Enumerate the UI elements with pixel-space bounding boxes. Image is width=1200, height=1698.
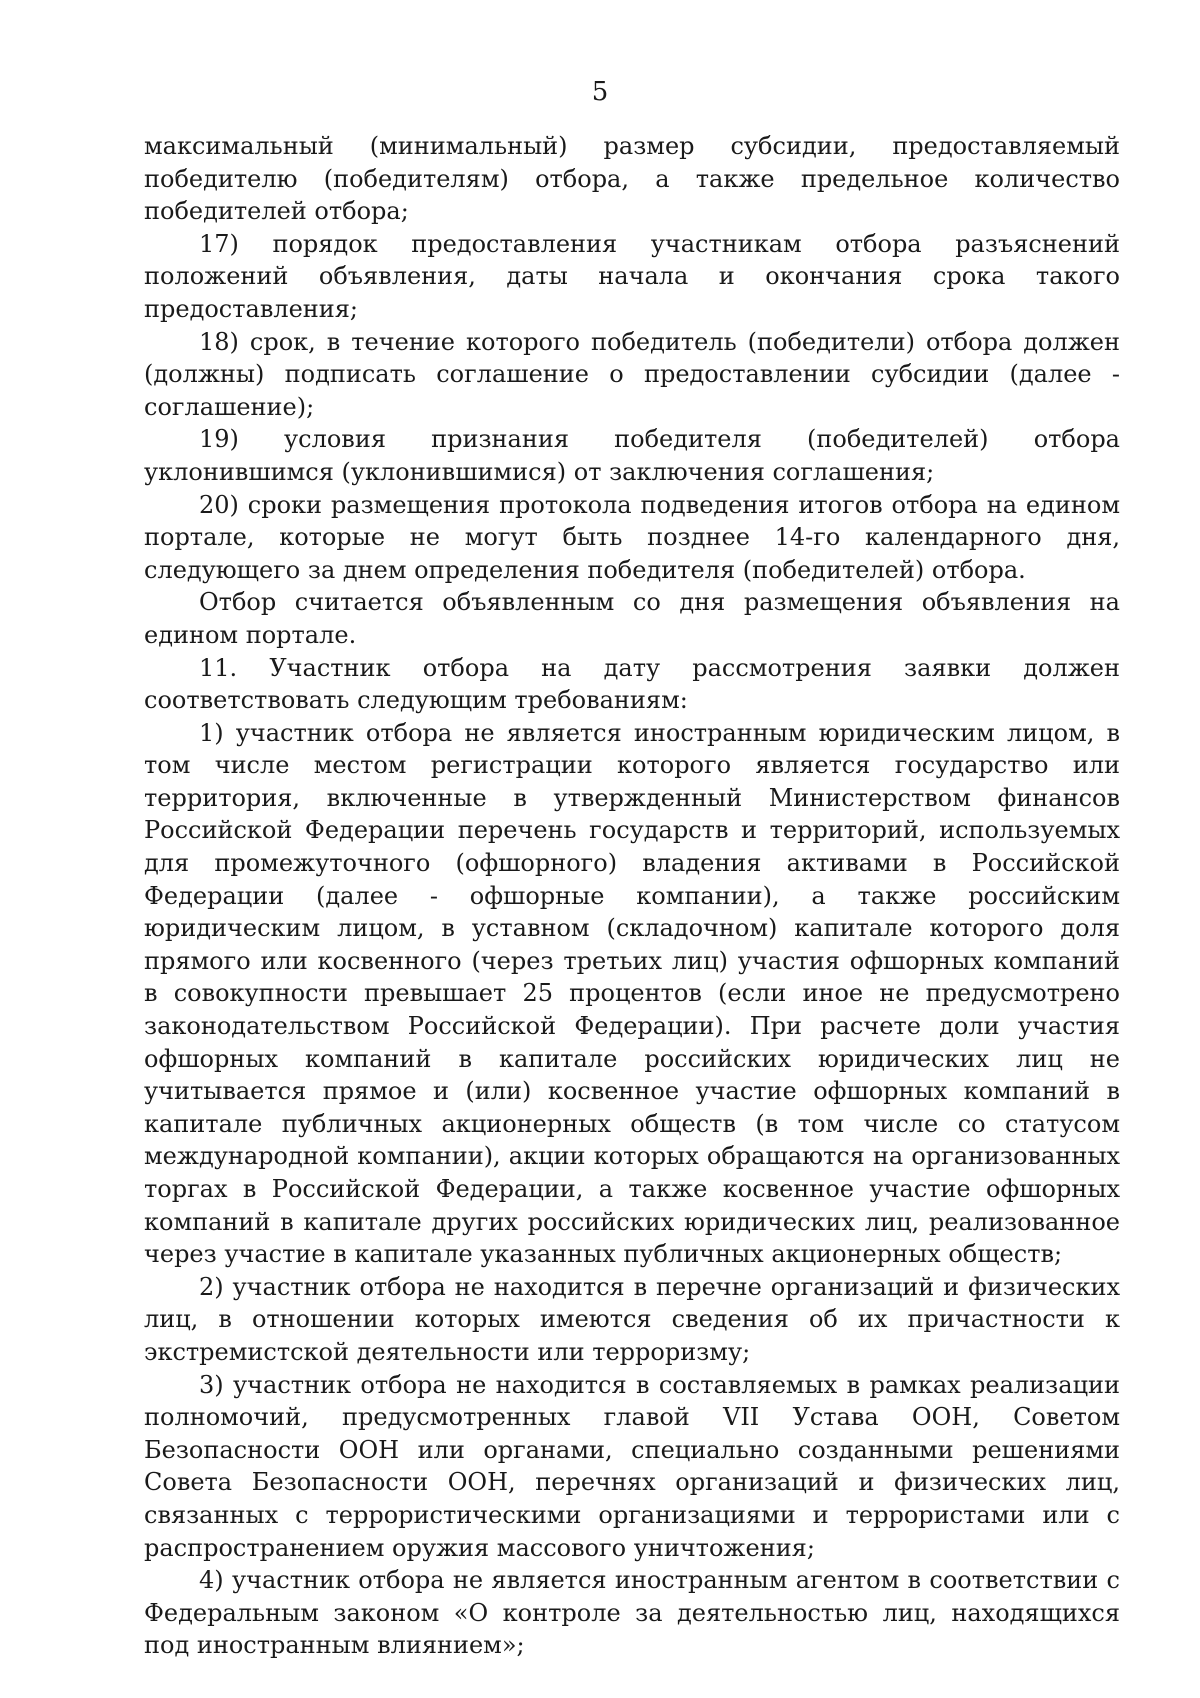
paragraph-requirement-1: 1) участник отбора не является иностранным юридическим лицом, в том числе местом регистрации которого является государство или территория, включенные в утвержденный Министерством финансов Российской Федерации перечень государств и территорий, используемых для промежуточного (офшорного) владения активами в Российской Федерации (далее - офшорные компании), а также российским юридическим лицом, в уставном (складочном) капитале которого доля прямого или косвенного (через третьих лиц) участия офшорных компаний в совокупности превышает 25 процентов (если иное не предусмотрено законодательством Российской Федерации). При расчете доли участия офшорных компаний в капитале российских юридических лиц не учитывается прямое и (или) косвенное участие офшорных компаний в капитале публичных акционерных обществ (в том числе со статусом международной компании), акции которых обращаются на организованных торгах в Российской Федерации, а также косвенное участие офшорных компаний в капитале других российских юридических лиц, реализованное через участие в капитале указанных публичных акционерных обществ; (144, 718, 1120, 1269)
paragraph-requirement-2: 2) участник отбора не находится в перечне организаций и физических лиц, в отношении которых имеются сведения об их причастности к экстремистской деятельности или терроризму; (144, 1272, 1120, 1366)
paragraph-item-19: 19) условия признания победителя (победителей) отбора уклонившимся (уклонившимися) от заключения соглашения; (144, 425, 1120, 486)
document-body (144, 130, 1120, 1662)
paragraph-selection-announced: Отбор считается объявленным со дня размещения объявления на едином портале. (144, 588, 1120, 649)
paragraph-item-20: 20) сроки размещения протокола подведения итогов отбора на едином портале, которые не могут быть позднее 14-го календарного дня, следующего за днем определения победителя (победителей) отбора. (144, 490, 1120, 584)
paragraph-item-17: 17) порядок предоставления участникам отбора разъяснений положений объявления, даты начала и окончания срока такого предоставления; (144, 229, 1120, 323)
paragraph-requirement-4: 4) участник отбора не является иностранным агентом в соответствии с Федеральным законом «О контроле за деятельностью лиц, находящихся под иностранным влиянием»; (144, 1566, 1120, 1660)
paragraph-section-11: 11. Участник отбора на дату рассмотрения заявки должен соответствовать следующим требованиям: (144, 653, 1120, 715)
paragraph-item-18: 18) срок, в течение которого победитель (победители) отбора должен (должны) подписать соглашение о предоставлении субсидии (далее - соглашение); (144, 327, 1120, 421)
paragraph-continuation: максимальный (минимальный) размер субсидии, предоставляемый победителю (победителям) отбора, а также предельное количество победителей отбора; (144, 132, 1120, 226)
paragraph-requirement-3: 3) участник отбора не находится в составляемых в рамках реализации полномочий, предусмотренных главой VII Устава ООН, Советом Безопасности ООН или органами, специально созданными решениями Совета Безопасности ООН, перечнях организаций и физических лиц, связанных с террористическими организациями и террористами или с распространением оружия массового уничтожения; (144, 1370, 1120, 1562)
page-number: 5 (591, 77, 609, 107)
